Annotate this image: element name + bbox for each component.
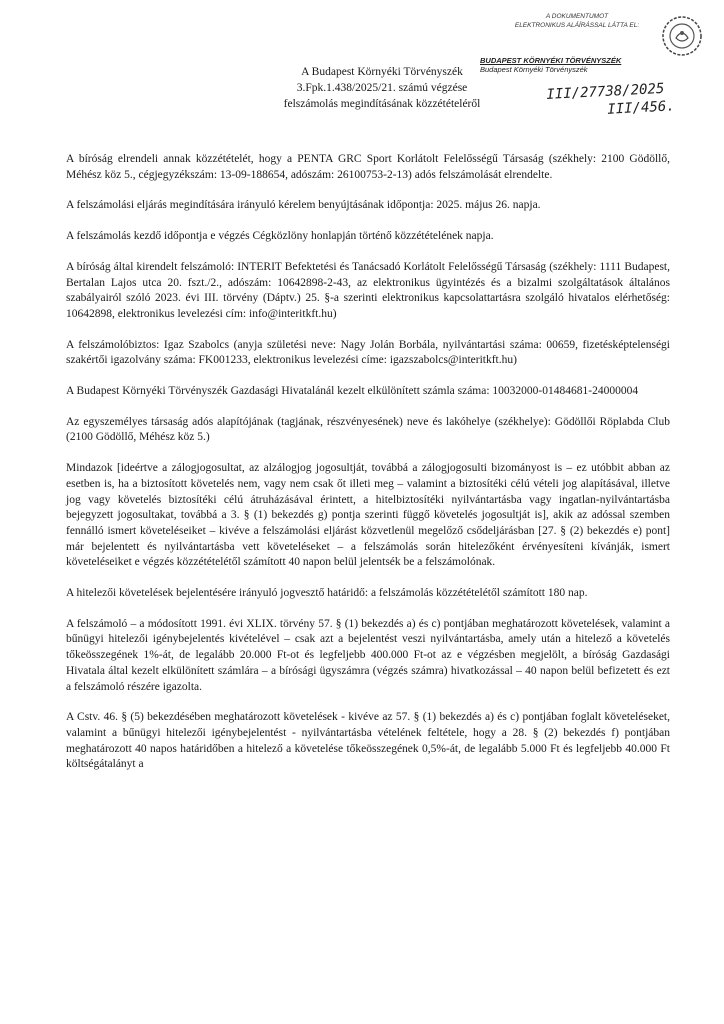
paragraph-creditors: Mindazok [ideértve a zálogjogosultat, az alzálogjog jogosultját, továbbá a zálogjogosulti bizományost is – ez utóbbit abban az esetben is, ha a biztosított követelés nem, vagy nem csak őt illeti meg – valamint a biztosítéki célú vételi jog alapításával, illetve jog vagy követelés biztosítéki célú átruházásával érintett, a hitelbiztosítéki nyilvántartásba vagy ingatlan-nyilvántartásba bejegyzett jogosultakat, továbbá a 3. § (1) bekezdés g) pontja szerinti függő követelés jogosultját is], akik az adóssal szemben fennálló ismert követeléseiket – kivéve a felszámolási eljárást közvetlenül megelőző csődeljárásban [27. § (2) bekezdés e) pont] már bejelentett és nyilvántartásba vett követeléseket – a felszámolás során hitelezőként érvényesíteni kívánják, ismert követeléseiket e végzés közzétételétől számított 40 napon belül jelentsék be a felszámolónak.: [66, 462, 670, 569]
header-court-name: A Budapest Környéki Törvényszék: [301, 66, 463, 78]
paragraph-cost-allowance: A Cstv. 46. § (5) bekezdésében meghatározott követelések - kivéve az 57. § (1) bekezdés a) és c) pontjában foglalt követeléseket, valamint a bűnügyi hitelezői igénybejelentést - nyilvántartásba vételének feltétele, hogy a 28. § (2) bekezdés f) pontjában meghatározott 40 napos határidőben a hitelező a követelése tőkeösszegének 0,5%-át, de legalább 5.000 Ft és legfeljebb 40.000 Ft költségátalányt a: [66, 711, 670, 771]
handwritten-note: [546, 79, 675, 122]
paragraph-deadline: A hitelezői követelések bejelentésére irányuló jogvesztő határidő: a felszámolás közzétételétől számított 180 nap.: [66, 587, 588, 600]
document-header: [262, 64, 502, 112]
court-stamp: [480, 56, 650, 74]
signature-stamp: [497, 12, 657, 30]
court-seal-icon: [660, 14, 704, 58]
paragraph-liquidation-commissioner: A felszámolóbiztos: Igaz Szabolcs (anyja születési neve: Nagy Jolán Borbála, nyilvántartási száma: 00659, fizetésképtelenségi szakértői igazolvány száma: FK001233, elektronikus levelezési címe: igazszabolcs@interitkft.hu): [66, 338, 670, 367]
stamp-line-2: ELEKTRONIKUS ALÁÍRÁSSAL LÁTTA EL:: [514, 22, 640, 29]
paragraph-liquidator: A bíróság által kirendelt felszámoló: INTERIT Befektetési és Tanácsadó Korlátolt Felelősségű Társaság (székhely: 1111 Budapest, Bertalan Lajos utca 20. fszt./2., adószám: 10642898-2-43, az elektronikus ügyintézés és a bizalmi szolgáltatások általános szabályairól szóló 2023. évi III. törvény (Dáptv.) 25. §-a szerinti elektronikus kapcsolattartásra szolgáló hivatalos elérhetőség: 10642898, elektronikus levelezési cím: info@interitkft.hu): [66, 260, 670, 320]
header-case-number: 3.Fpk.1.438/2025/21. számú végzése: [296, 82, 468, 94]
court-stamp-line-2: Budapest Környéki Törvényszék: [480, 65, 588, 74]
paragraph-start-date: A felszámolás kezdő időpontja e végzés Cégközlöny honlapján történő közzétételének napja.: [66, 230, 494, 243]
handwritten-line-1: III/27738/2025: [546, 80, 665, 103]
paragraph-registration-fee: A felszámoló – a módosított 1991. évi XLIX. törvény 57. § (1) bekezdés a) és c) pontjában meghatározott követelések, valamint a bűnügyi hitelezői igénybejelentés kivételével – csak azt a bejelentést veszi nyilvántartásba, amely után a hitelező a követelés tőkeösszegének 1%-át, de legalább 20.000 Ft-ot és legfeljebb 400.000 Ft-ot az e végzésben megjelölt, a bíróság Gazdasági Hivatala által kezelt elkülönített számlára – a bírósági ügyszámra (végzés számra) hivatkozással – 40 napon belül befizetett és ezt a felszámoló részére igazolta.: [66, 617, 670, 693]
document-body: [66, 152, 670, 788]
paragraph-account-number: A Budapest Környéki Törvényszék Gazdasági Hivatalánál kezelt elkülönített számla száma: 10032000-01484681-24000004: [66, 385, 639, 398]
stamp-line-1: A DOKUMENTUMOT: [545, 13, 609, 20]
paragraph-founder: Az egyszemélyes társaság adós alapítójának (tagjának, részvényesének) neve és lakóhelye (székhelye): Gödöllői Röplabda Club (2100 Gödöllő, Méhész köz 5.): [66, 415, 670, 444]
court-stamp-line-1: BUDAPEST KÖRNYÉKI TÖRVÉNYSZÉK: [480, 56, 622, 65]
header-subject: felszámolás megindításának közzétételéről: [283, 98, 481, 110]
handwritten-line-2: III/456.: [606, 98, 676, 118]
paragraph-liquidation-order: A bíróság elrendeli annak közzétételét, hogy a PENTA GRC Sport Korlátolt Felelősségű Társaság (székhely: 2100 Gödöllő, Méhész köz 5., cégjegyzékszám: 13-09-188654, adószám: 26100753-2-13) adós felszámolását elrendelte.: [66, 153, 670, 181]
paragraph-request-date: A felszámolási eljárás megindítására irányuló kérelem benyújtásának időpontja: 2025. május 26. napja.: [66, 199, 541, 212]
